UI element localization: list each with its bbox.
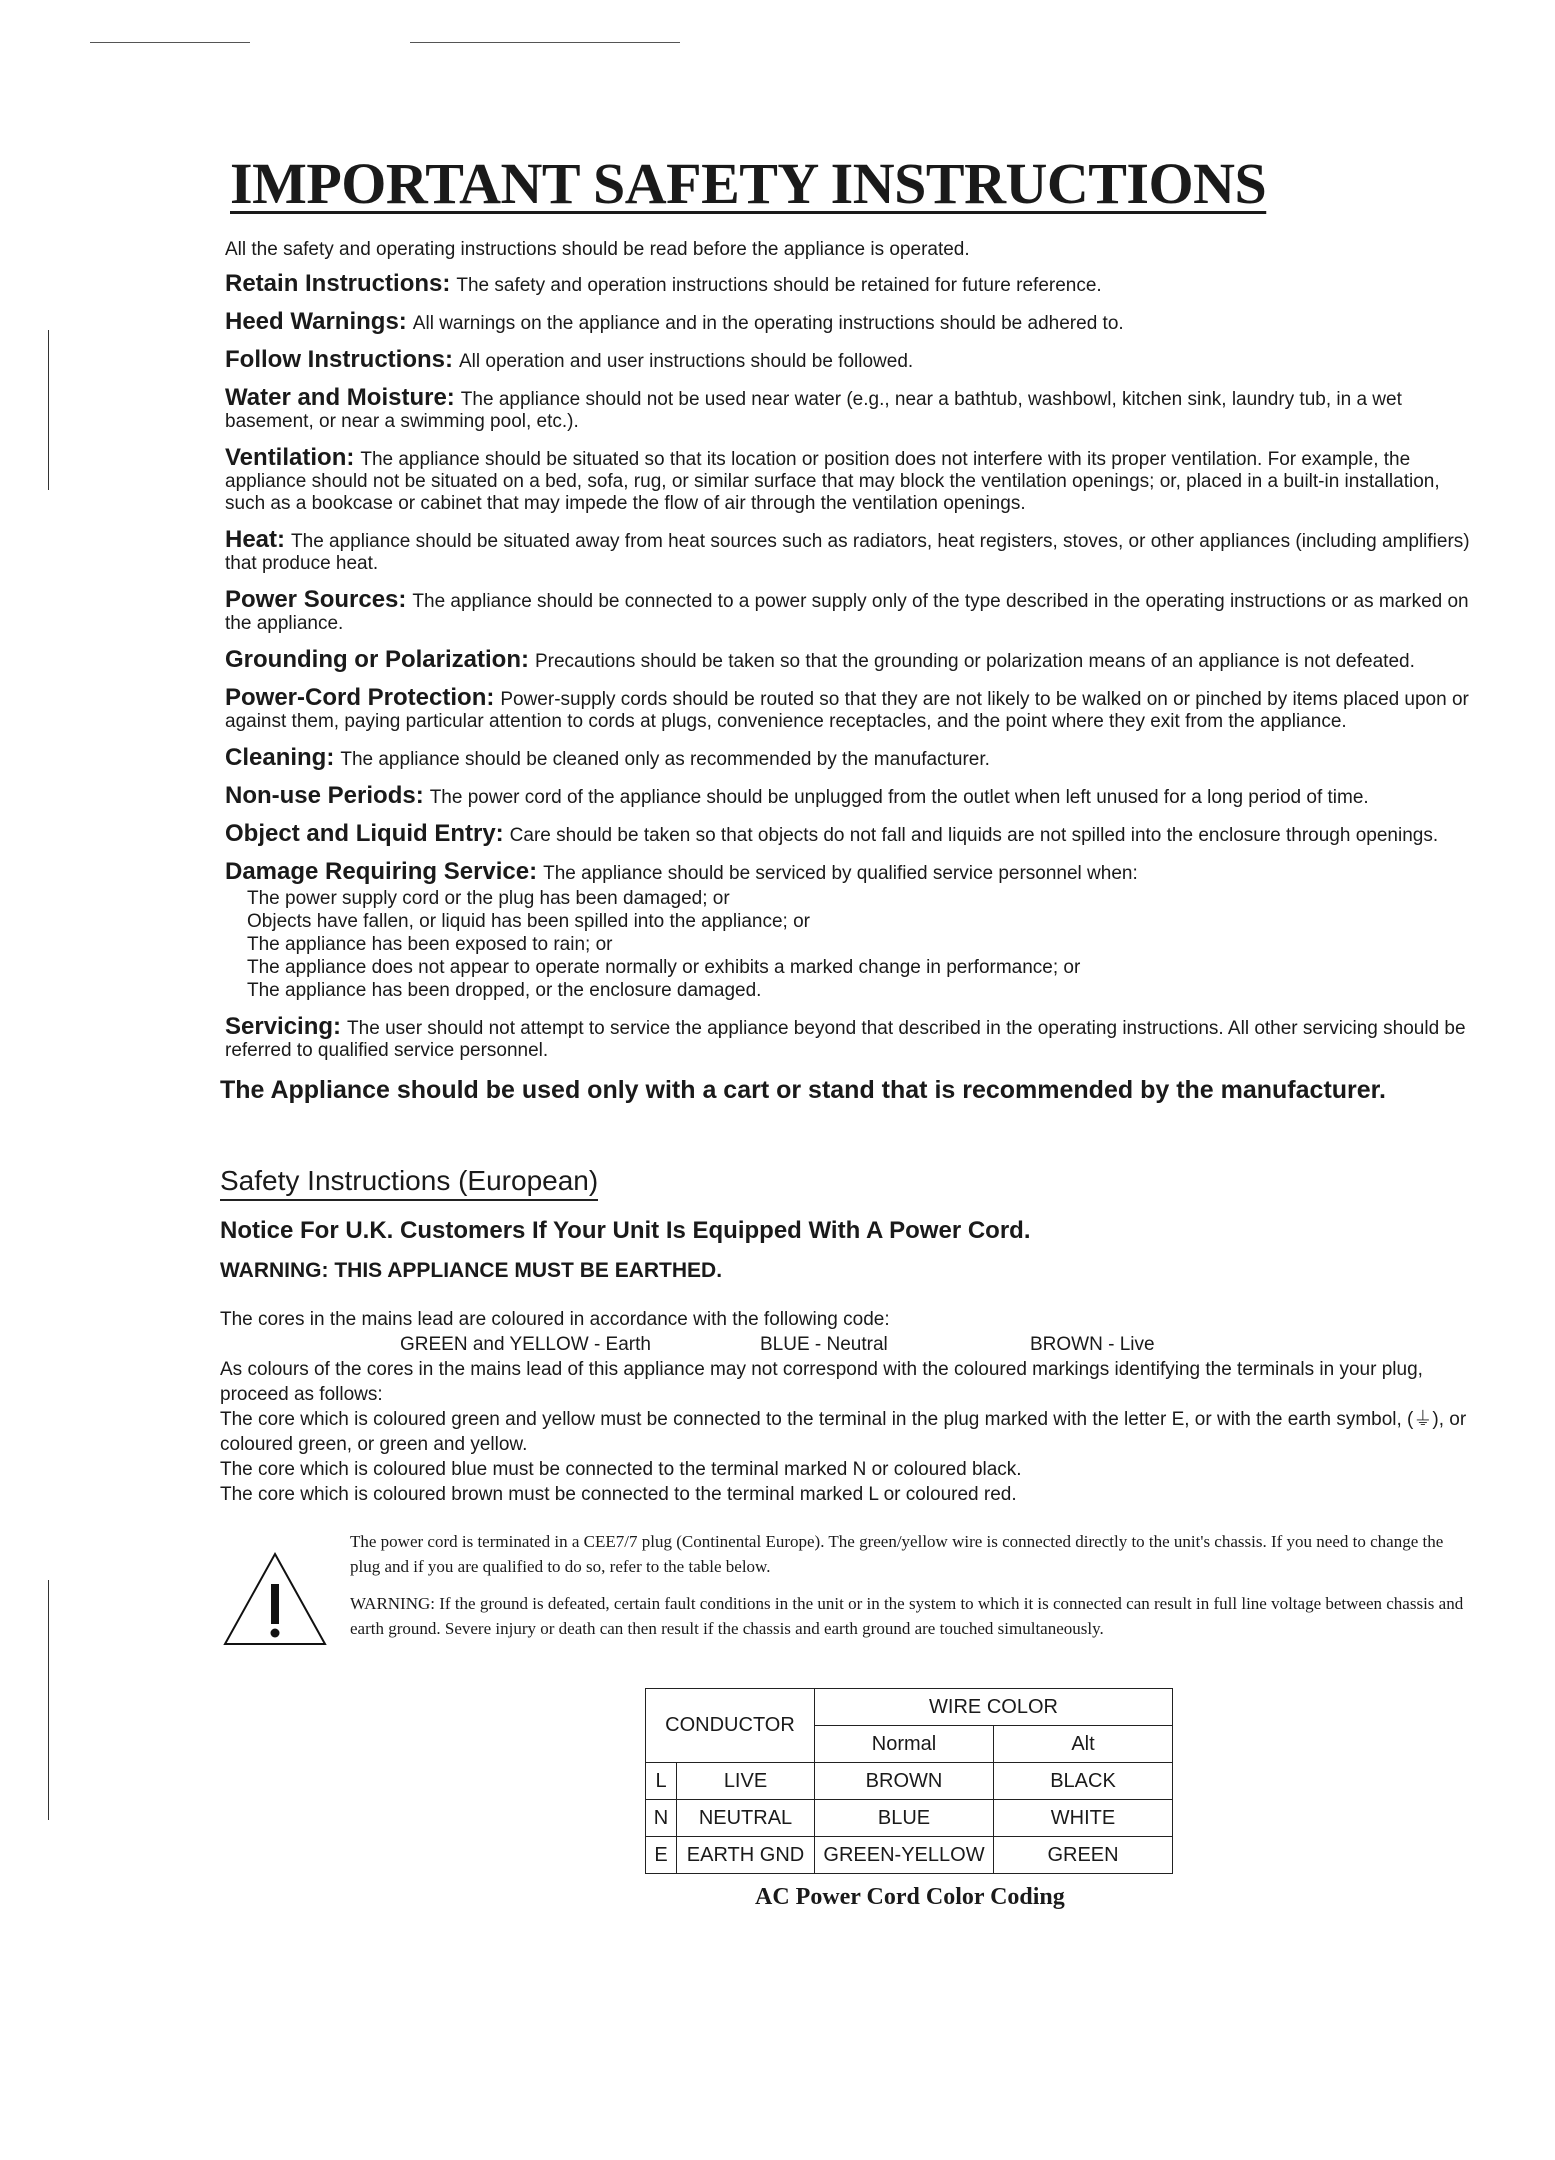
cell-code: E bbox=[646, 1837, 677, 1874]
cores-text bbox=[220, 1307, 1477, 1507]
instruction-list bbox=[215, 270, 1477, 847]
instruction-text: The appliance should not be used near water (e.g., near a bathtub, washbowl, kitchen sink, laundry tub, in a wet basement, or near a swimming pool, etc.). bbox=[225, 389, 1402, 432]
warning-triangle-icon bbox=[220, 1529, 350, 1654]
instruction-item bbox=[225, 586, 1477, 635]
instruction-text: Precautions should be taken so that the grounding or polarization means of an appliance is not defeated. bbox=[534, 651, 1415, 672]
caution-text bbox=[350, 1529, 1477, 1654]
cell-normal: BROWN bbox=[815, 1763, 994, 1800]
cores-line: The core which is coloured blue must be connected to the terminal marked N or coloured black. bbox=[220, 1459, 1022, 1480]
instruction-text: The appliance should be situated away from heat sources such as radiators, heat registers, stoves, or other appliances (including amplifiers) that produce heat. bbox=[225, 531, 1470, 574]
caution-paragraph: The power cord is terminated in a CEE7/7 plug (Continental Europe). The green/yellow wire is connected directly to the unit's chassis. If you need to change the plug and if you are qualified to do so, refer to the table below. bbox=[350, 1532, 1444, 1576]
caution-paragraph bbox=[350, 1591, 1477, 1641]
instruction-item bbox=[225, 744, 1477, 771]
intro-text: All the safety and operating instructions should be read before the appliance is operated. bbox=[225, 239, 970, 260]
cores-line: As colours of the cores in the mains lead of this appliance may not correspond with the coloured markings identifying the terminals in your plug, proceed as follows: bbox=[220, 1359, 1423, 1405]
color-code-row bbox=[400, 1332, 1477, 1357]
header-normal: Normal bbox=[815, 1726, 994, 1763]
caution-block bbox=[220, 1529, 1477, 1654]
scan-artifact bbox=[48, 1580, 49, 1820]
cell-code: L bbox=[646, 1763, 677, 1800]
instruction-text: The appliance should be cleaned only as recommended by the manufacturer. bbox=[340, 749, 990, 770]
caution-warning-text: If the ground is defeated, certain fault conditions in the unit or in the system to which it is connected can result in full line voltage between chassis and earth ground. Severe injury or death can then result if the chassis and earth ground are touched simultaneously. bbox=[350, 1594, 1464, 1638]
instruction-text: The power cord of the appliance should be unplugged from the outlet when left unused for a long period of time. bbox=[429, 787, 1369, 808]
caution-label: WARNING: bbox=[350, 1594, 435, 1613]
cell-conductor: NEUTRAL bbox=[677, 1800, 815, 1837]
instruction-text: Power-supply cords should be routed so that they are not likely to be walked on or pinched by items placed upon or against them, paying particular attention to cords at plugs, convenience receptacles, and the point where they exit from the appliance. bbox=[225, 689, 1469, 732]
instruction-item bbox=[225, 384, 1477, 433]
code-live: BROWN - Live bbox=[1030, 1334, 1155, 1355]
instruction-term: Heat: bbox=[225, 526, 286, 553]
header-wire-color: WIRE COLOR bbox=[815, 1689, 1173, 1726]
instruction-term: Ventilation: bbox=[225, 444, 355, 471]
wire-color-table bbox=[645, 1688, 1173, 1874]
list-item: The appliance has been exposed to rain; or bbox=[247, 934, 613, 955]
instruction-term: Servicing: bbox=[225, 1013, 342, 1040]
instruction-item bbox=[225, 526, 1477, 575]
european-section bbox=[220, 1165, 1477, 1911]
cell-alt: WHITE bbox=[994, 1800, 1173, 1837]
instruction-item bbox=[225, 270, 1477, 297]
cell-normal: GREEN-YELLOW bbox=[815, 1837, 994, 1874]
page-title: IMPORTANT SAFETY INSTRUCTIONS bbox=[230, 151, 1267, 216]
instruction-term: Power-Cord Protection: bbox=[225, 684, 495, 711]
instruction-item-servicing bbox=[225, 1013, 1477, 1062]
scan-artifact bbox=[48, 330, 49, 490]
instruction-term: Object and Liquid Entry: bbox=[225, 820, 504, 847]
instruction-text: All warnings on the appliance and in the operating instructions should be adhered to. bbox=[412, 313, 1124, 334]
instruction-item bbox=[225, 782, 1477, 809]
instruction-term: Water and Moisture: bbox=[225, 384, 455, 411]
list-item: Objects have fallen, or liquid has been spilled into the appliance; or bbox=[247, 911, 810, 932]
instruction-term: Power Sources: bbox=[225, 586, 407, 613]
instruction-item bbox=[225, 820, 1477, 847]
instruction-text: Care should be taken so that objects do not fall and liquids are not spilled into the enclosure through openings. bbox=[509, 825, 1439, 846]
document-page bbox=[215, 150, 1477, 1911]
cell-alt: BLACK bbox=[994, 1763, 1173, 1800]
damage-list bbox=[247, 887, 1477, 1002]
instruction-text: The appliance should be serviced by qualified service personnel when: bbox=[543, 863, 1138, 884]
instruction-term: Follow Instructions: bbox=[225, 346, 453, 373]
instruction-text: The appliance should be situated so that its location or position does not interfere with its proper ventilation. For example, the appliance should not be situated on a bed, sofa, rug, or similar surface that may block the ventilation openings; or, placed in a built-in installation, such as a bookcase or cabinet that may impede the flow of air through the ventilation openings. bbox=[225, 449, 1440, 514]
list-item: The appliance does not appear to operate normally or exhibits a marked change in performance; or bbox=[247, 957, 1081, 978]
code-neutral: BLUE - Neutral bbox=[760, 1334, 888, 1355]
cell-alt: GREEN bbox=[994, 1837, 1173, 1874]
scan-artifact bbox=[410, 42, 680, 43]
cell-code: N bbox=[646, 1800, 677, 1837]
instruction-item bbox=[225, 646, 1477, 673]
table-row bbox=[646, 1837, 1173, 1874]
instruction-item bbox=[225, 684, 1477, 733]
instruction-item bbox=[225, 346, 1477, 373]
cores-line: The core which is coloured green and yellow must be connected to the terminal in the plug marked with the letter E, or with the earth symbol, (⏚), or coloured green, or green and yellow. bbox=[220, 1409, 1467, 1455]
instruction-item bbox=[225, 308, 1477, 335]
instruction-text: The appliance should be connected to a power supply only of the type described in the operating instructions or as marked on the appliance. bbox=[225, 591, 1469, 634]
cores-intro: The cores in the mains lead are coloured in accordance with the following code: bbox=[220, 1309, 890, 1330]
section-heading: Safety Instructions (European) bbox=[220, 1165, 598, 1201]
instruction-text: The safety and operation instructions should be retained for future reference. bbox=[456, 275, 1102, 296]
header-conductor: CONDUCTOR bbox=[646, 1689, 815, 1763]
list-item: The power supply cord or the plug has been damaged; or bbox=[247, 888, 730, 909]
instruction-term: Damage Requiring Service: bbox=[225, 858, 538, 885]
instruction-term: Cleaning: bbox=[225, 744, 335, 771]
cores-line: The core which is coloured brown must be connected to the terminal marked L or coloured red. bbox=[220, 1484, 1017, 1505]
uk-notice: Notice For U.K. Customers If Your Unit Is Equipped With A Power Cord. bbox=[220, 1217, 1031, 1244]
list-item: The appliance has been dropped, or the enclosure damaged. bbox=[247, 980, 762, 1001]
scan-artifact bbox=[90, 42, 250, 43]
header-alt: Alt bbox=[994, 1726, 1173, 1763]
earthed-warning: WARNING: THIS APPLIANCE MUST BE EARTHED. bbox=[220, 1259, 723, 1282]
cell-normal: BLUE bbox=[815, 1800, 994, 1837]
instruction-item bbox=[225, 444, 1477, 515]
instruction-term: Non-use Periods: bbox=[225, 782, 424, 809]
table-row bbox=[646, 1763, 1173, 1800]
cell-conductor: EARTH GND bbox=[677, 1837, 815, 1874]
instruction-text: The user should not attempt to service the appliance beyond that described in the operating instructions. All other servicing should be referred to qualified service personnel. bbox=[225, 1018, 1466, 1061]
instruction-term: Grounding or Polarization: bbox=[225, 646, 529, 673]
instruction-item-damage bbox=[225, 858, 1477, 1002]
table-row bbox=[646, 1800, 1173, 1837]
final-notice: The Appliance should be used only with a cart or stand that is recommended by the manufacturer. bbox=[220, 1076, 1386, 1104]
instruction-term: Heed Warnings: bbox=[225, 308, 407, 335]
instruction-term: Retain Instructions: bbox=[225, 270, 451, 297]
code-earth: GREEN and YELLOW - Earth bbox=[400, 1334, 651, 1355]
table-caption: AC Power Cord Color Coding bbox=[755, 1884, 1065, 1910]
instruction-text: All operation and user instructions should be followed. bbox=[459, 351, 914, 372]
cell-conductor: LIVE bbox=[677, 1763, 815, 1800]
